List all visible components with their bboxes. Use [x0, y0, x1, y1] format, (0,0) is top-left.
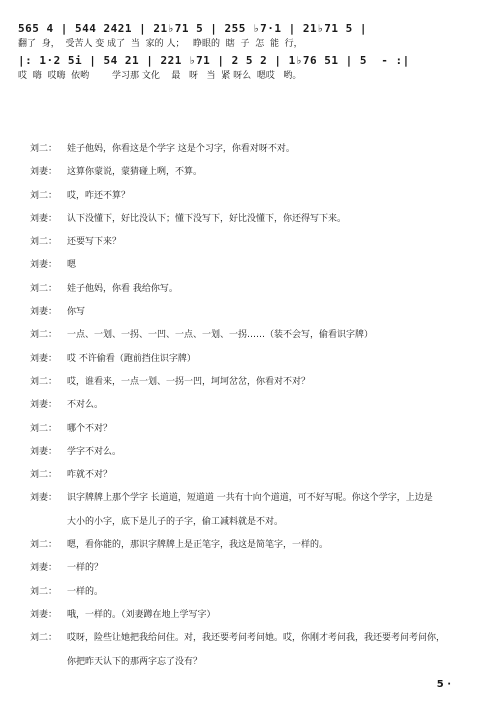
speaker-label: 刘二： [30, 540, 58, 551]
dialogue-text: 学字不对么。 [67, 446, 122, 457]
lyrics-row-1: 翻了 身， 受苦人 变 成了 当 家的 人； 睁眼的 瞎 子 怎 能 行， [18, 39, 303, 49]
dialogue-text: 认下没懂下，好比没认下；懂下没写下，好比没懂下，你还得写下来。 [67, 213, 347, 224]
dialogue-text: 哎 不许偷看（跑前挡住识字牌） [67, 353, 196, 364]
dialogue-line [30, 185, 460, 208]
speaker-label: 刘妻： [30, 213, 58, 224]
dialogue-line [30, 557, 460, 580]
dialogue-line [30, 487, 460, 510]
dialogue-line [30, 254, 460, 277]
speaker-label: 刘妻： [30, 353, 58, 364]
speaker-label: 刘妻： [30, 563, 58, 574]
dialogue-line [30, 464, 460, 487]
speaker-label: 刘二： [30, 423, 58, 434]
dialogue-line [30, 418, 460, 441]
page-number: 5 · [436, 679, 451, 690]
speaker-label: 刘二： [30, 144, 58, 154]
speaker-label: 刘二： [30, 190, 58, 201]
speaker-label: 刘妻： [30, 493, 58, 504]
dialogue-line [30, 534, 460, 557]
dialogue-text: 这算你蒙说，蒙猜碰上咧，不算。 [67, 167, 203, 178]
dialogue-line [30, 231, 460, 254]
notes-row-2: |: 1·2 5i | 54 21 | 221 ♭71 | 2 5 2 | 1♭76 51 | 5 - :| [18, 54, 410, 67]
music-score [18, 22, 468, 80]
dialogue-line [30, 278, 460, 301]
speaker-label: 刘妻： [30, 446, 58, 457]
speaker-label: 刘妻： [30, 167, 58, 178]
dialogue-text: 哎呀，险些让她把我给问住。对，我还要考问考问她。哎，你刚才考问我，我还要考问考问你， [67, 633, 446, 644]
score-row-2 [18, 54, 468, 80]
speaker-label: 刘妻： [30, 260, 58, 271]
speaker-label: 刘二： [30, 283, 58, 294]
dialogue-line [30, 394, 460, 417]
dialogue-text: 咋就不对？ [67, 470, 113, 481]
dialogue-text: 哎，咋还不算？ [67, 190, 131, 201]
dialogue-text: 识字牌牌上那个学字 长道道，短道道 一共有十向个道道，可不好写呢。你这个学字，上边是 [67, 493, 433, 504]
dialogue-line [30, 161, 460, 184]
speaker-label: 刘二： [30, 586, 58, 597]
dialogue-line [30, 441, 460, 464]
dialogue-line [30, 627, 460, 650]
dialogue-line [30, 371, 460, 394]
speaker-label: 刘二： [30, 330, 58, 341]
speaker-label: 刘二： [30, 470, 58, 481]
dialogue-text: 一样的。 [67, 586, 104, 597]
score-row-1 [18, 22, 468, 48]
dialogue-line [30, 138, 460, 161]
speaker-label: 刘妻： [30, 400, 58, 411]
dialogue-line [30, 581, 460, 604]
dialogue-continuation: 你把昨天认下的那两字忘了没有？ [67, 656, 203, 667]
lyrics-row-2: 哎 嗨 哎嗨 依哟 学习那 文化 最 呀 当 紧 呀么 嗯哎 哟。 [18, 71, 302, 81]
speaker-label: 刘二： [30, 633, 58, 644]
speaker-label: 刘妻： [30, 609, 58, 620]
dialogue-text: 娃子他妈，你看这是个学字 这是个习字，你看对呀不对。 [67, 144, 295, 154]
speaker-label: 刘二： [30, 376, 58, 387]
dialogue-line [30, 348, 460, 371]
dialogue-line [30, 208, 460, 231]
dialogue-text: 还要写下来？ [67, 237, 122, 248]
dialogue-text: 一点、一划、一拐、一凹、一点、一划、一拐……（装不会写，偷看识字牌） [67, 330, 374, 341]
dialogue-text: 你写 [67, 307, 86, 318]
dialogue-text: 嗯 [67, 260, 77, 271]
dialogue-text: 哦，一样的。（刘妻蹲在地上学写字） [67, 609, 216, 620]
speaker-label: 刘妻： [30, 307, 58, 318]
dialogue-continuation: 大小的小字，底下是儿子的子字，偷工减料就是不对。 [67, 516, 284, 527]
dialogue-text: 娃子他妈，你看 我给你写。 [67, 283, 178, 294]
dialogue-line [30, 301, 460, 324]
notes-row-1: 565 4 | 544 2421 | 21♭71 5 | 255 ♭7·1 | 21♭71 5 | [18, 22, 368, 35]
dialogue-line [30, 324, 460, 347]
dialogue-text: 一样的？ [67, 563, 104, 574]
dialogue-text: 哎，谁看来，一点一划、一拐一凹，坷坷岔岔，你看对不对？ [67, 376, 311, 387]
speaker-label: 刘二： [30, 237, 58, 248]
dialogue [30, 138, 460, 674]
dialogue-line [30, 604, 460, 627]
dialogue-text: 哪个不对？ [67, 423, 113, 434]
dialogue-text: 嗯，看你能的，那识字牌牌上是正笔字，我这是简笔字，一样的。 [67, 540, 329, 551]
dialogue-text: 不对么。 [67, 400, 104, 411]
